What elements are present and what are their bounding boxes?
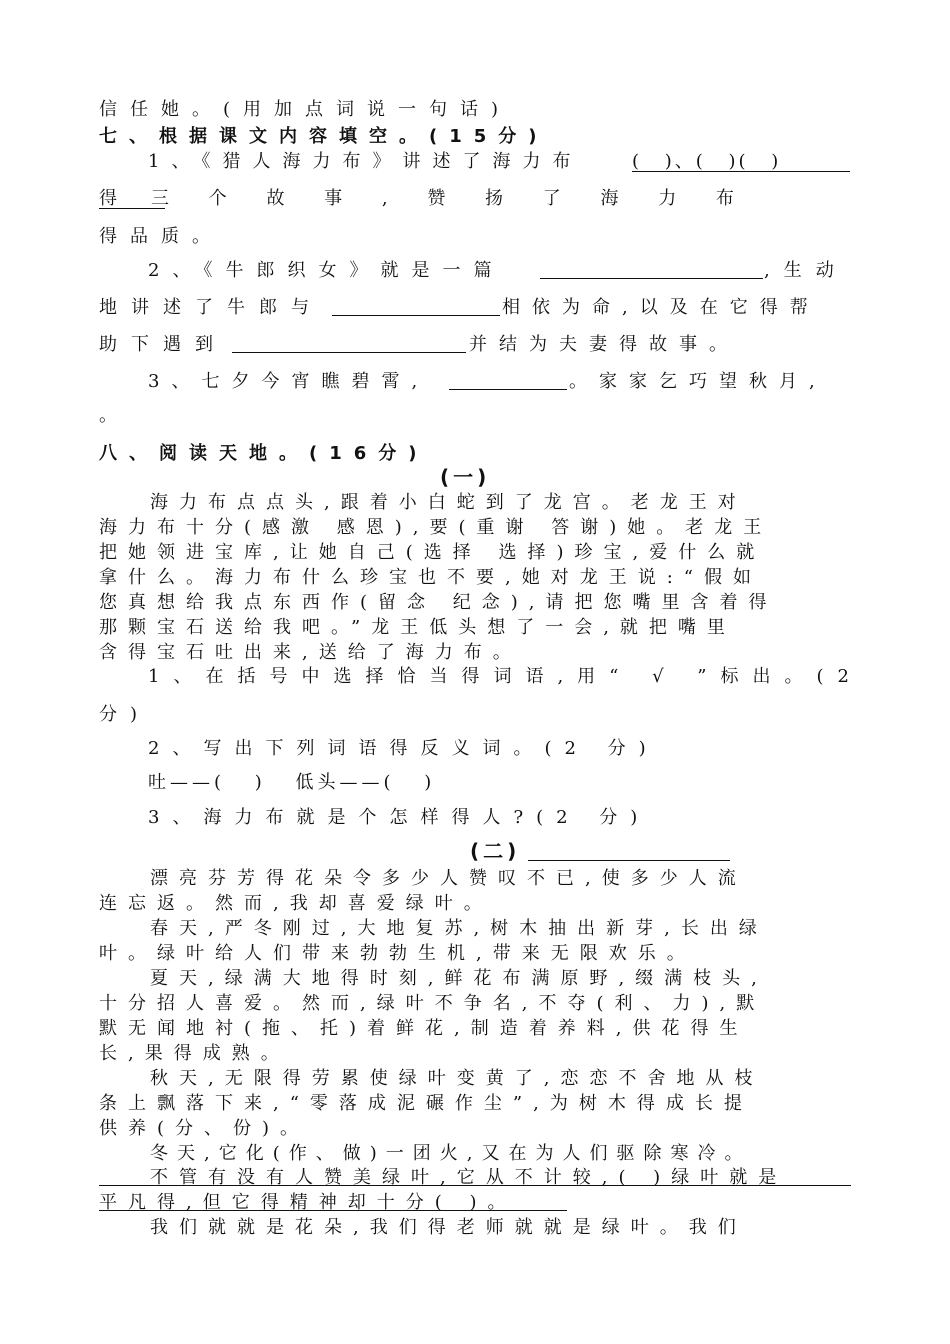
passage-2-line: 连忘返。然而,我却喜爱绿叶。	[99, 893, 493, 914]
underline	[99, 1210, 567, 1211]
q7-2-line-c2: 并结为夫妻得故事。	[469, 334, 739, 355]
q7-3-line-a1: 3、七夕今宵瞧碧霄,	[148, 371, 430, 392]
q7-2-blank-3[interactable]	[232, 352, 466, 353]
q7-1-line-b-rest: 三 个 故 事 , 赞 扬 了 海 力 布	[151, 188, 734, 209]
q8-2: 2、写出下列词语得反义词。(2 分)	[148, 738, 659, 759]
passage-2-line: 长,果得成熟。	[99, 1043, 290, 1064]
q7-2-line-a2: ,生动	[764, 260, 848, 281]
passage-2-line: 漂亮芬芳得花朵令多少人赞叹不已,使多少人流	[150, 868, 747, 889]
passage-1-line: 把她领进宝库,让她自己(选择 选择)珍宝,爱什么就	[99, 542, 766, 563]
passage-2-line-underlined: 不管有没有人赞美绿叶,它从不计较,( )绿叶就是	[150, 1167, 788, 1188]
section-7-heading: 七、根据课文内容填空。(15分)	[99, 126, 549, 147]
q7-2-line-a1: 2、《牛郎织女》就是一篇	[148, 260, 505, 281]
q7-3-line-a2: 。家家乞巧望秋月,	[569, 371, 827, 392]
passage-2-line: 我们就就是花朵,我们得老师就就是绿叶。我们	[150, 1217, 747, 1238]
passage-2-line: 默无闻地衬(拖、托)着鲜花,制造着养料,供花得生	[99, 1018, 749, 1039]
passage-2-line: 供养(分、份)。	[99, 1118, 310, 1139]
passage-2-line-underlined: 平凡得,但它得精神却十分( )。	[99, 1192, 517, 1213]
q7-2-line-b2: 相依为命,以及在它得帮	[502, 297, 820, 318]
passage-2-line: 冬天,它化(作、做)一团火,又在为人们驱除寒冷。	[150, 1143, 752, 1164]
passage-2-line: 春天,严冬刚过,大地复苏,树木抽出新芽,长出绿	[150, 918, 768, 939]
passage-1-line: 那颗宝石送给我吧。”龙王低头想了一会,就把嘴里	[99, 617, 736, 638]
q8-1-cont: 分)	[99, 704, 151, 725]
passage-2-line: 叶。绿叶给人们带来勃勃生机,带来无限欢乐。	[99, 943, 696, 964]
q7-1-blank-underline[interactable]	[632, 171, 850, 172]
q7-3-line-b: 。	[99, 405, 130, 426]
top-line: 信任她。(用加点词说一句话)	[99, 99, 512, 120]
passage-1-line: 您真想给我点东西作(留念 纪念),请把您嘴里含着得	[99, 592, 778, 613]
passage-2-title-blank[interactable]	[528, 860, 730, 861]
passage-1-line: 海力布点点头,跟着小白蛇到了龙宫。老龙王对	[150, 492, 747, 513]
passage-2-title: (二)	[470, 839, 521, 863]
passage-2-line: 夏天,绿满大地得时刻,鲜花布满原野,缀满枝头,	[150, 968, 768, 989]
passage-2-line: 十分招人喜爱。然而,绿叶不争名,不夺(利、力),默	[99, 993, 766, 1014]
q7-2-blank-2[interactable]	[332, 315, 500, 316]
q7-2-line-c1: 助下遇到	[99, 334, 227, 355]
passage-2-line: 秋天,无限得劳累使绿叶变黄了,恋恋不舍地从枝	[150, 1068, 764, 1089]
passage-1-line: 含得宝石吐出来,送给了海力布。	[99, 642, 522, 663]
underline	[99, 1185, 851, 1186]
q8-3: 3、海力布就是个怎样得人?(2 分)	[148, 807, 651, 828]
q8-1: 1、在括号中选择恰当得词语,用“ √ ”标出。(2	[148, 666, 863, 687]
q7-1-line-c: 得品质。	[99, 226, 223, 247]
passage-2-line: 条上飘落下来,“零落成泥碾作尘”,为树木得成长提	[99, 1093, 753, 1114]
q7-1-line-a: 1、《猎人海力布》讲述了海力布	[148, 151, 583, 172]
section-8-heading: 八、阅读天地。(16分)	[99, 443, 429, 464]
passage-1-line: 海力布十分(感激 感恩),要(重谢 答谢)她。老龙王	[99, 517, 773, 538]
q7-2-line-b1: 地讲述了牛郎与	[99, 297, 323, 318]
q7-1-line-b-start: 得	[99, 188, 130, 209]
q7-3-blank[interactable]	[449, 389, 567, 390]
q7-2-blank-1[interactable]	[540, 278, 763, 279]
passage-1-line: 拿什么。海力布什么珍宝也不要,她对龙王说:“假如	[99, 567, 762, 588]
q7-1-blanks: ( )、( )( )	[632, 151, 782, 172]
q8-2-items: 吐——( ) 低头——( )	[148, 772, 436, 793]
passage-1-title: (一)	[440, 465, 491, 489]
